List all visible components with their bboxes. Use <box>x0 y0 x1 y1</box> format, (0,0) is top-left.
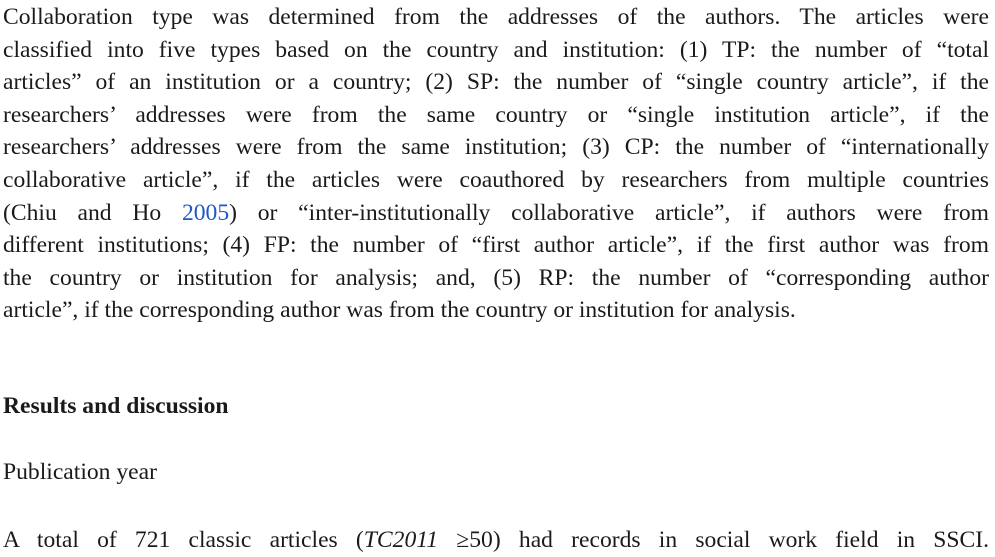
paragraph-line: different institutions; (4) FP: the number of “first author article”, if the first author was from <box>3 232 989 259</box>
paragraph-line: articles” of an institution or a country; (2) SP: the number of “single country article”, if the <box>3 69 989 96</box>
publication-year-paragraph <box>3 524 989 557</box>
paragraph-line-with-citation <box>3 197 989 230</box>
paragraph-line: classified into five types based on the country and institution: (1) TP: the number of “total <box>3 36 989 63</box>
paragraph-line: researchers’ addresses were from the same country or “single institution article”, if the <box>3 101 989 128</box>
collaboration-type-paragraph <box>3 0 989 327</box>
paragraph-text: A total of 721 classic articles ( <box>3 527 364 553</box>
italic-term: TC2011 <box>363 527 439 553</box>
paragraph-line: collaborative article”, if the articles were coauthored by researchers from multiple countries <box>3 166 989 193</box>
subsection-heading: Publication year <box>3 459 157 485</box>
paragraph-line: researchers’ addresses were from the same institution; (3) CP: the number of “internationally <box>3 134 989 161</box>
paragraph-line: article”, if the corresponding author was from the country or institution for analysis. <box>3 297 796 324</box>
page <box>3 0 989 553</box>
paragraph-line: the country or institution for analysis; and, (5) RP: the number of “corresponding author <box>3 264 989 291</box>
line-text: (Chiu and Ho <box>3 199 182 226</box>
citation-link[interactable]: 2005 <box>181 199 230 226</box>
paragraph-line: Collaboration type was determined from the addresses of the authors. The articles were <box>3 4 989 30</box>
line-text: ) or “inter-institutionally collaborative article”, if authors were from <box>229 199 989 226</box>
section-heading: Results and discussion <box>3 393 229 419</box>
paragraph-text: ≥50) had records in social work field in SSCI. <box>438 527 989 553</box>
